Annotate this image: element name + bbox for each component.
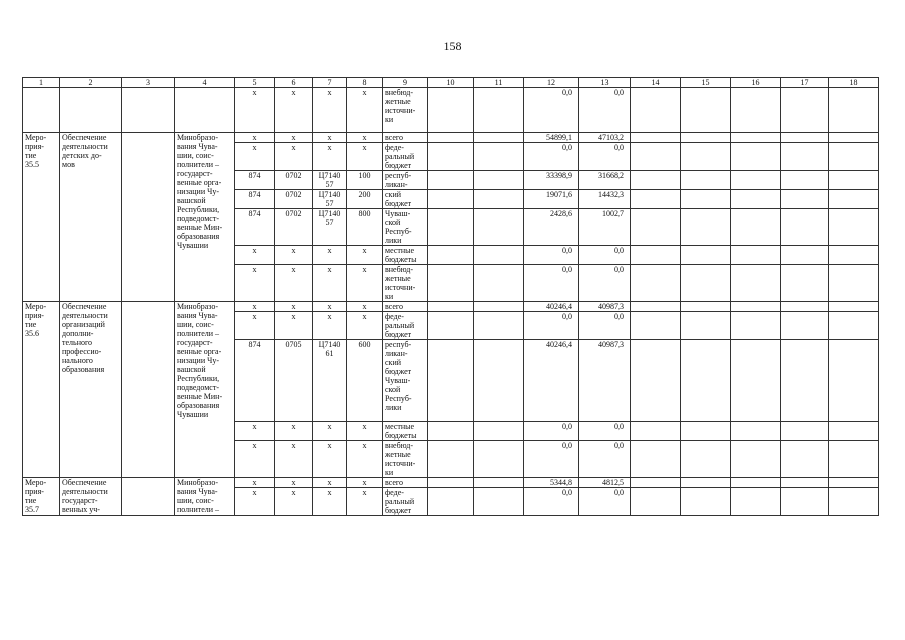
table-cell xyxy=(474,143,524,171)
source-cell: всего xyxy=(383,478,428,488)
table-cell: х xyxy=(235,312,275,340)
value-col12: 0,0 xyxy=(524,422,579,441)
value-col12: 5344,8 xyxy=(524,478,579,488)
table-cell xyxy=(428,171,474,190)
table-cell xyxy=(829,143,879,171)
table-cell xyxy=(681,340,731,422)
table-cell xyxy=(681,441,731,478)
table-cell xyxy=(175,88,235,133)
table-cell xyxy=(474,246,524,265)
table-cell xyxy=(829,340,879,422)
table-cell: х xyxy=(313,302,347,312)
value-col12: 40246,4 xyxy=(524,340,579,422)
table-cell xyxy=(474,171,524,190)
column-header: 8 xyxy=(347,78,383,88)
table-cell xyxy=(474,488,524,516)
table-cell: х xyxy=(235,422,275,441)
measure-id: Меро- прия- тие 35.7 xyxy=(23,478,60,516)
source-cell: местные бюджеты xyxy=(383,422,428,441)
table-cell: х xyxy=(313,88,347,133)
table-cell xyxy=(731,265,781,302)
table-cell xyxy=(731,441,781,478)
table-cell xyxy=(428,302,474,312)
table-cell xyxy=(474,265,524,302)
table-cell: х xyxy=(313,143,347,171)
table-cell xyxy=(631,312,681,340)
table-cell xyxy=(829,312,879,340)
table-cell xyxy=(428,265,474,302)
source-cell: всего xyxy=(383,302,428,312)
table-cell: х xyxy=(347,488,383,516)
table-cell xyxy=(829,302,879,312)
executor: Минобразо- вания Чува- шии, соис- полнители – государст- венные орга- низации Чу- вашской Республики, подведомст- венные Мин- образования Чувашии xyxy=(175,302,235,478)
table-cell xyxy=(731,478,781,488)
table-cell: х xyxy=(347,88,383,133)
measure-name: Обеспечение деятельности государст- венных уч- xyxy=(60,478,122,516)
table-cell xyxy=(428,340,474,422)
source-cell: Чуваш- ской Респуб- лики xyxy=(383,209,428,246)
table-cell xyxy=(631,209,681,246)
column-header: 13 xyxy=(579,78,631,88)
table-cell: х xyxy=(235,478,275,488)
table-cell: 0702 xyxy=(275,209,313,246)
table-cell xyxy=(829,246,879,265)
table-cell: х xyxy=(347,478,383,488)
table-cell xyxy=(781,422,829,441)
table-cell xyxy=(428,312,474,340)
table-cell xyxy=(781,88,829,133)
table-cell xyxy=(631,441,681,478)
table-cell: х xyxy=(235,265,275,302)
table-cell: х xyxy=(347,422,383,441)
table-cell: 800 xyxy=(347,209,383,246)
table-cell xyxy=(731,302,781,312)
table-cell xyxy=(428,422,474,441)
table-cell xyxy=(428,441,474,478)
table-cell xyxy=(731,488,781,516)
column-header: 17 xyxy=(781,78,829,88)
table-cell xyxy=(731,422,781,441)
value-col13: 0,0 xyxy=(579,246,631,265)
table-cell xyxy=(681,265,731,302)
column-header: 16 xyxy=(731,78,781,88)
table-cell xyxy=(781,246,829,265)
table-cell xyxy=(474,478,524,488)
table-cell xyxy=(781,209,829,246)
table-cell xyxy=(781,441,829,478)
column-header: 12 xyxy=(524,78,579,88)
table-cell: х xyxy=(235,143,275,171)
source-cell: респуб- ликан- xyxy=(383,171,428,190)
table-cell xyxy=(631,340,681,422)
column-header: 18 xyxy=(829,78,879,88)
table-cell xyxy=(122,133,175,302)
value-col12: 40246,4 xyxy=(524,302,579,312)
table-cell: х xyxy=(235,488,275,516)
table-cell xyxy=(681,312,731,340)
table-row xyxy=(23,88,879,133)
page-number: 158 xyxy=(443,39,462,53)
column-header: 5 xyxy=(235,78,275,88)
table-cell: х xyxy=(313,246,347,265)
value-col12: 0,0 xyxy=(524,143,579,171)
measure-name: Обеспечение деятельности организаций дополни- тельного профессио- нального образования xyxy=(60,302,122,478)
table-cell xyxy=(731,312,781,340)
table-cell xyxy=(60,88,122,133)
table-cell xyxy=(681,478,731,488)
table-cell xyxy=(731,133,781,143)
table-cell xyxy=(631,190,681,209)
table-cell xyxy=(681,422,731,441)
table-cell: х xyxy=(347,246,383,265)
value-col13: 4812,5 xyxy=(579,478,631,488)
table-cell: х xyxy=(313,488,347,516)
table-cell xyxy=(631,302,681,312)
value-col13: 1002,7 xyxy=(579,209,631,246)
table-cell xyxy=(781,265,829,302)
table-cell: х xyxy=(347,265,383,302)
measure-id: Меро- прия- тие 35.5 xyxy=(23,133,60,302)
table-cell: х xyxy=(275,88,313,133)
source-cell: внебюд- жетные источни- ки xyxy=(383,265,428,302)
table-cell: х xyxy=(235,441,275,478)
source-cell: внебюд- жетные источни- ки xyxy=(383,441,428,478)
table-cell xyxy=(428,88,474,133)
table-cell xyxy=(681,190,731,209)
table-cell xyxy=(474,88,524,133)
table-cell xyxy=(829,422,879,441)
value-col13: 40987,3 xyxy=(579,302,631,312)
table-cell: х xyxy=(275,478,313,488)
table-cell: х xyxy=(275,133,313,143)
table-cell xyxy=(428,133,474,143)
table-cell: х xyxy=(313,265,347,302)
table-cell xyxy=(681,171,731,190)
table-cell: х xyxy=(235,246,275,265)
table-cell: х xyxy=(347,133,383,143)
table-cell: 874 xyxy=(235,209,275,246)
value-col13: 0,0 xyxy=(579,88,631,133)
table-cell xyxy=(681,209,731,246)
table-cell: Ц7140 57 xyxy=(313,171,347,190)
table-cell: 600 xyxy=(347,340,383,422)
table-cell xyxy=(474,302,524,312)
table-cell xyxy=(428,209,474,246)
table-cell: х xyxy=(275,312,313,340)
table-cell: х xyxy=(347,441,383,478)
source-cell: внебюд- жетные источни- ки xyxy=(383,88,428,133)
table-cell: Ц7140 61 xyxy=(313,340,347,422)
column-header: 7 xyxy=(313,78,347,88)
column-header: 11 xyxy=(474,78,524,88)
column-header: 15 xyxy=(681,78,731,88)
table-cell: х xyxy=(347,143,383,171)
table-cell xyxy=(731,190,781,209)
table-cell xyxy=(428,478,474,488)
measure-row xyxy=(23,302,879,312)
value-col12: 19071,6 xyxy=(524,190,579,209)
table-cell xyxy=(122,88,175,133)
table-cell xyxy=(474,190,524,209)
value-col13: 47103,2 xyxy=(579,133,631,143)
table-cell xyxy=(681,302,731,312)
table-cell: Ц7140 57 xyxy=(313,190,347,209)
table-cell xyxy=(474,133,524,143)
table-cell xyxy=(781,171,829,190)
column-header: 3 xyxy=(122,78,175,88)
table-cell xyxy=(631,422,681,441)
value-col13: 0,0 xyxy=(579,265,631,302)
table-cell xyxy=(829,209,879,246)
table-cell: 0702 xyxy=(275,190,313,209)
table-cell xyxy=(122,478,175,516)
table-cell: х xyxy=(347,312,383,340)
table-cell: 874 xyxy=(235,190,275,209)
table-cell xyxy=(428,488,474,516)
table-cell: х xyxy=(275,143,313,171)
measure-name: Обеспечение деятельности детских до- мов xyxy=(60,133,122,302)
table-cell: Ц7140 57 xyxy=(313,209,347,246)
table-cell: х xyxy=(313,133,347,143)
table-cell: х xyxy=(275,265,313,302)
value-col13: 0,0 xyxy=(579,422,631,441)
measure-id: Меро- прия- тие 35.6 xyxy=(23,302,60,478)
table-cell xyxy=(23,88,60,133)
value-col13: 40987,3 xyxy=(579,340,631,422)
value-col12: 0,0 xyxy=(524,441,579,478)
table-cell xyxy=(631,88,681,133)
table-cell: х xyxy=(235,302,275,312)
table-cell: 874 xyxy=(235,340,275,422)
value-col13: 31668,2 xyxy=(579,171,631,190)
table-cell: х xyxy=(313,441,347,478)
value-col13: 0,0 xyxy=(579,488,631,516)
value-col12: 0,0 xyxy=(524,246,579,265)
table-cell xyxy=(631,488,681,516)
table-cell: х xyxy=(275,302,313,312)
table-cell xyxy=(781,143,829,171)
table-cell: 0705 xyxy=(275,340,313,422)
table-cell xyxy=(681,488,731,516)
table-cell: 200 xyxy=(347,190,383,209)
table-cell xyxy=(631,246,681,265)
table-cell: х xyxy=(313,422,347,441)
table-cell xyxy=(428,190,474,209)
table-cell xyxy=(474,340,524,422)
table-cell: х xyxy=(275,488,313,516)
column-header: 2 xyxy=(60,78,122,88)
value-col13: 0,0 xyxy=(579,143,631,171)
table-cell xyxy=(631,171,681,190)
table-cell xyxy=(731,340,781,422)
value-col13: 0,0 xyxy=(579,312,631,340)
table-cell: х xyxy=(235,88,275,133)
source-cell: феде- ральный бюджет xyxy=(383,312,428,340)
table-cell xyxy=(829,488,879,516)
budget-table xyxy=(22,77,879,516)
source-cell: ский бюджет xyxy=(383,190,428,209)
table-cell xyxy=(631,478,681,488)
table-cell: х xyxy=(313,478,347,488)
table-cell xyxy=(829,265,879,302)
table-cell xyxy=(829,441,879,478)
executor: Минобразо- вания Чува- шии, соис- полнители – xyxy=(175,478,235,516)
source-cell: местные бюджеты xyxy=(383,246,428,265)
table-cell xyxy=(829,171,879,190)
table-cell xyxy=(781,340,829,422)
value-col12: 54899,1 xyxy=(524,133,579,143)
table-cell xyxy=(681,143,731,171)
value-col12: 0,0 xyxy=(524,265,579,302)
source-cell: респуб- ликан- ский бюджет Чуваш- ской Респуб- лики xyxy=(383,340,428,422)
table-cell xyxy=(474,441,524,478)
table-cell xyxy=(681,246,731,265)
source-cell: феде- ральный бюджет xyxy=(383,488,428,516)
table-cell xyxy=(731,88,781,133)
table-cell xyxy=(428,246,474,265)
table-cell: 874 xyxy=(235,171,275,190)
source-cell: всего xyxy=(383,133,428,143)
table-cell: х xyxy=(275,441,313,478)
value-col12: 2428,6 xyxy=(524,209,579,246)
column-header: 9 xyxy=(383,78,428,88)
table-cell xyxy=(474,209,524,246)
table-cell xyxy=(829,133,879,143)
measure-row xyxy=(23,478,879,488)
table-cell xyxy=(829,88,879,133)
column-header: 4 xyxy=(175,78,235,88)
column-header: 1 xyxy=(23,78,60,88)
table-cell xyxy=(122,302,175,478)
table-cell xyxy=(731,209,781,246)
table-cell xyxy=(781,488,829,516)
column-header: 6 xyxy=(275,78,313,88)
header-row xyxy=(23,78,879,88)
executor: Минобразо- вания Чува- шии, соис- полнители – государст- венные орга- низации Чу- вашской Республики, подведомст- венные Мин- образования Чувашии xyxy=(175,133,235,302)
table-cell: х xyxy=(275,246,313,265)
table-cell xyxy=(829,190,879,209)
table-cell: 0702 xyxy=(275,171,313,190)
value-col12: 0,0 xyxy=(524,88,579,133)
table-cell xyxy=(681,133,731,143)
table-cell: х xyxy=(235,133,275,143)
source-cell: феде- ральный бюджет xyxy=(383,143,428,171)
table-cell xyxy=(781,190,829,209)
column-header: 14 xyxy=(631,78,681,88)
value-col12: 33398,9 xyxy=(524,171,579,190)
table-cell xyxy=(631,265,681,302)
table-cell xyxy=(631,133,681,143)
table-cell xyxy=(474,312,524,340)
table-cell: х xyxy=(275,422,313,441)
value-col12: 0,0 xyxy=(524,312,579,340)
table-cell xyxy=(731,246,781,265)
table-cell xyxy=(681,88,731,133)
table-cell: х xyxy=(313,312,347,340)
table-cell: 100 xyxy=(347,171,383,190)
value-col13: 14432,3 xyxy=(579,190,631,209)
column-header: 10 xyxy=(428,78,474,88)
table-cell xyxy=(428,143,474,171)
table-cell xyxy=(474,422,524,441)
table-cell: х xyxy=(347,302,383,312)
table-cell xyxy=(631,143,681,171)
table-cell xyxy=(781,312,829,340)
value-col12: 0,0 xyxy=(524,488,579,516)
table-cell xyxy=(781,302,829,312)
value-col13: 0,0 xyxy=(579,441,631,478)
table-cell xyxy=(731,171,781,190)
measure-row xyxy=(23,133,879,143)
table-cell xyxy=(781,478,829,488)
table-cell xyxy=(731,143,781,171)
table-cell xyxy=(829,478,879,488)
table-cell xyxy=(781,133,829,143)
